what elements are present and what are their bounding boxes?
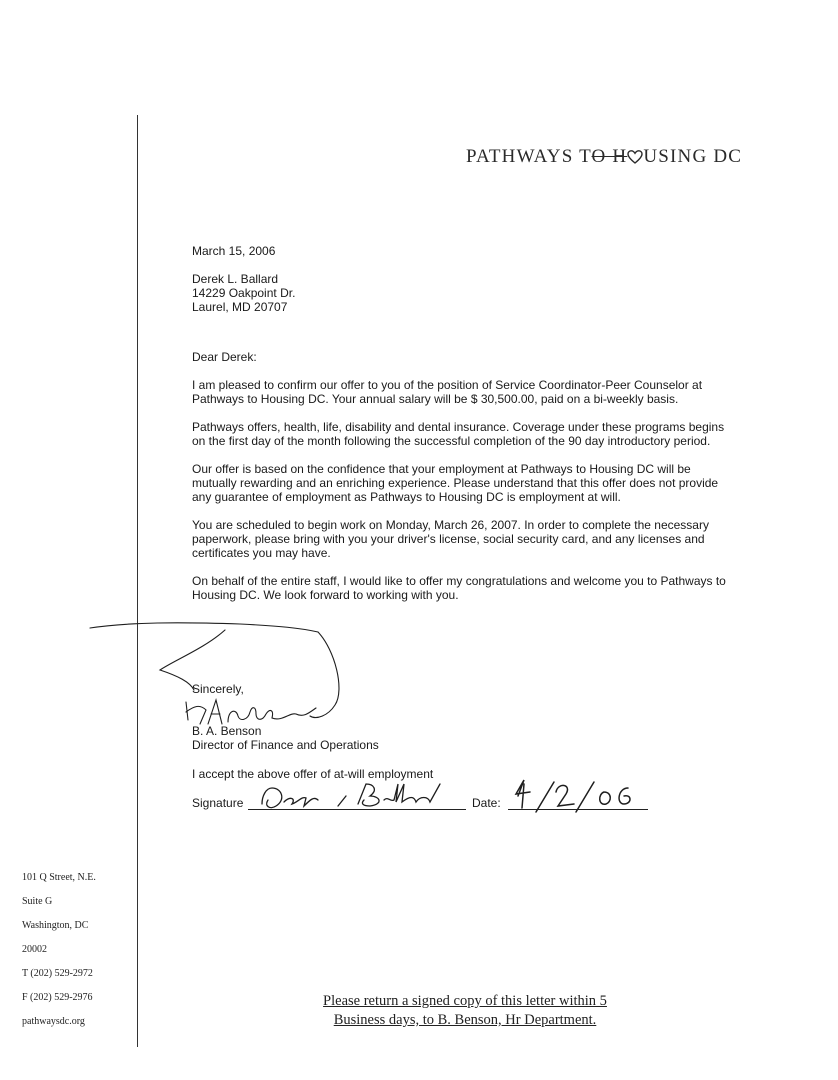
recipient-name: Derek L. Ballard	[192, 272, 279, 286]
paragraph-at-will: Our offer is based on the confidence that your employment at Pathways to Housing DC will be mutually rewarding and an enriching experience. Please understand that this offer does not provide any guarantee of employment as Pathways to Housing DC is employment at will.	[192, 462, 719, 504]
footer-fax: F (202) 529-2976	[22, 992, 93, 1003]
company-logo	[466, 146, 742, 168]
paragraph-welcome: On behalf of the entire staff, I would like to offer my congratulations and welcome you to Pathways to Housing DC. We look forward to working with you.	[192, 574, 726, 602]
letter-body	[192, 244, 732, 602]
return-instructions	[230, 992, 700, 1030]
footer-zip: 20002	[22, 944, 47, 955]
footer-city: Washington, DC	[22, 920, 89, 931]
footer-suite: Suite G	[22, 896, 53, 907]
acceptance-statement: I accept the above offer of at-will employment	[192, 767, 434, 781]
footer-website: pathwaysdc.org	[22, 1016, 85, 1027]
signer-name: B. A. Benson	[192, 724, 262, 738]
paragraph-benefits: Pathways offers, health, life, disability and dental insurance. Coverage under these programs begins on the first day of the month following the successful completion of the 90 day introductory period.	[192, 420, 725, 448]
footer-street: 101 Q Street, N.E.	[22, 872, 96, 883]
logo-text-part1: PATHWAYS T	[466, 146, 592, 167]
acceptance-signature-row	[192, 795, 662, 815]
letter-date: March 15, 2006	[192, 244, 276, 258]
logo-text-strike: O H	[591, 146, 628, 167]
heart-icon	[627, 149, 643, 165]
paragraph-start-date: You are scheduled to begin work on Monday, March 26, 2007. In order to complete the necessary paperwork, please bring with you your driver's license, social security card, and any licenses and certificates you may have.	[192, 518, 709, 560]
date-line	[508, 795, 648, 810]
footer-phone: T (202) 529-2972	[22, 968, 93, 979]
logo-text-part2: USING	[643, 146, 708, 167]
signature-line	[248, 795, 466, 810]
return-note-line1: Please return a signed copy of this letter within 5	[323, 993, 607, 1009]
salutation: Dear Derek:	[192, 350, 257, 364]
recipient-city: Laurel, MD 20707	[192, 300, 288, 314]
signer-title: Director of Finance and Operations	[192, 738, 379, 752]
signature-label: Signature	[192, 796, 244, 810]
paragraph-offer: I am pleased to confirm our offer to you of the position of Service Coordinator-Peer Counselor at Pathways to Housing DC. Your annual salary will be $ 30,500.00, paid on a bi-weekly basis.	[192, 378, 703, 406]
logo-text-part3: DC	[713, 146, 743, 167]
recipient-address	[192, 272, 732, 314]
date-label: Date:	[472, 796, 501, 810]
closing: Sincerely,	[192, 682, 244, 696]
left-margin-rule	[137, 115, 138, 1047]
return-note-line2: Business days, to B. Benson, Hr Department.	[333, 1012, 597, 1028]
sender-signature-block	[192, 682, 379, 752]
recipient-street: 14229 Oakpoint Dr.	[192, 286, 296, 300]
office-contact-info	[22, 872, 96, 1040]
